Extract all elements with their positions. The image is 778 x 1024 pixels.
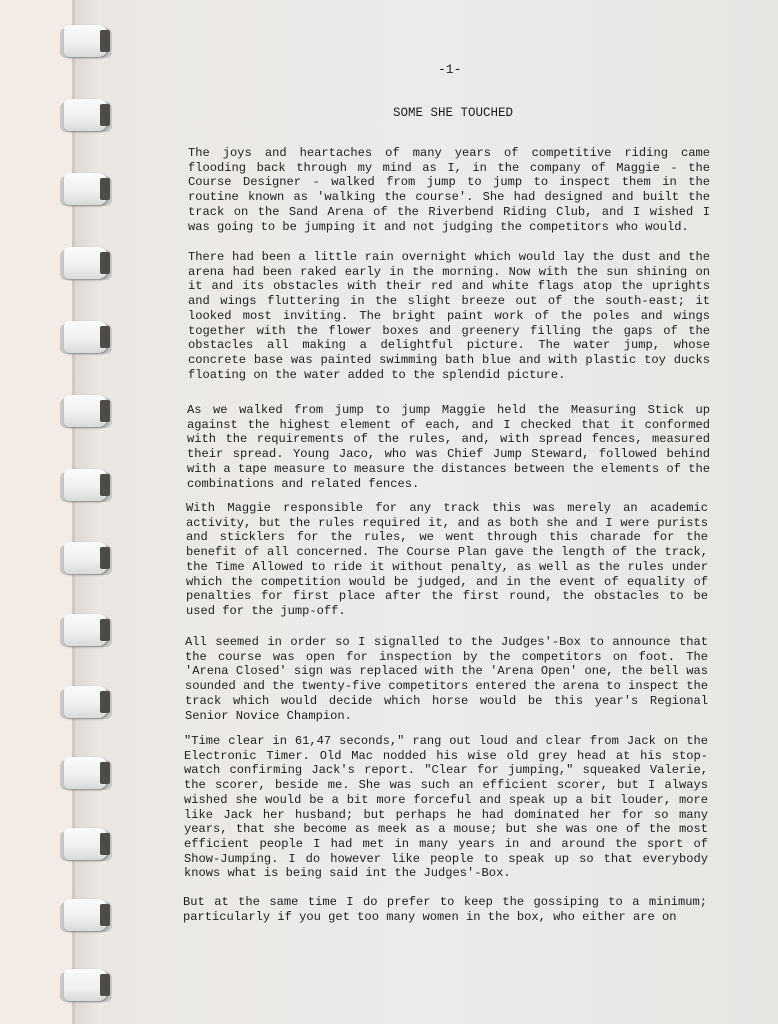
paragraph-5: All seemed in order so I signalled to the Judges'-Box to announce that the course was open for inspection by the competitors on foot. The 'Arena Closed' sign was replaced with the 'Arena Open' one, the bell was sounded and the twenty-five competitors entered the arena to inspect the track which would decide which horse would be this year's Regional Senior Novice Champion. <box>185 635 708 723</box>
binding-loop <box>60 24 114 60</box>
page-number: -1- <box>438 62 462 77</box>
binding-loop <box>60 468 114 504</box>
binding-loop <box>60 541 114 577</box>
binding-loop-slot <box>100 833 110 855</box>
binding-loop-slot <box>100 974 110 996</box>
paragraph-6: "Time clear in 61,47 seconds," rang out loud and clear from Jack on the Electronic Timer. Old Mac nodded his wise old grey head at his stop-watch confirming Jack's report. "Clear for jumping," squeaked Valerie, the scorer, beside me. She was such an efficient scorer, but I always wished she would be a bit more forceful and speak up a bit louder, more like Jack her husband; but perhaps he had dominated her for so many years, that she become as meek as a mouse; but she was one of the most efficient people I had met in many years in and around the sport of Show-Jumping. I do however like people to speak up so that everybody knows what is being said int the Judges'-Box. <box>184 734 708 881</box>
paragraph-3: As we walked from jump to jump Maggie held the Measuring Stick up against the highest element of each, and I checked that it conformed with the requirements of the rules, and, with spread fences, measured their spread. Young Jaco, who was Chief Jump Steward, followed behind with a tape measure to measure the distances between the elements of the combinations and related fences. <box>187 403 710 491</box>
chapter-title: SOME SHE TOUCHED <box>393 106 514 120</box>
binding-loop-slot <box>100 400 110 422</box>
binding-loop-slot <box>100 474 110 496</box>
binding-loop <box>60 898 114 934</box>
paragraph-1: The joys and heartaches of many years of competitive riding came flooding back through my mind as I, in the company of Maggie - the Course Designer - walked from jump to jump to inspect them in the routine known as 'walking the course'. She had designed and built the track on the Sand Arena of the Riverbend Riding Club, and I wished I was going to be jumping it and not judging the competitors who would. <box>188 146 710 234</box>
binding-loop-slot <box>100 619 110 641</box>
binding-loop-slot <box>100 30 110 52</box>
left-margin <box>0 0 78 1024</box>
binding-loop <box>60 172 114 208</box>
paragraph-4: With Maggie responsible for any track this was merely an academic activity, but the rules required it, and as both she and I were purists and sticklers for the rules, we went through this charade for the benefit of all concerned. The Course Plan gave the length of the track, the Time Allowed to ride it without penalty, as well as the rules under which the competition would be judged, and in the event of equality of penalties for first place after the first round, the obstacles to be used for the jump-off. <box>186 501 708 618</box>
binding-loop <box>60 613 114 649</box>
binding-loop-slot <box>100 904 110 926</box>
binding-loop-slot <box>100 762 110 784</box>
binding-loop <box>60 320 114 356</box>
binding-loop-slot <box>100 178 110 200</box>
binding-loop <box>60 98 114 134</box>
binding-loop <box>60 685 114 721</box>
binding-loop-slot <box>100 547 110 569</box>
binding-loop-slot <box>100 104 110 126</box>
binding-loop <box>60 968 114 1004</box>
binding-loop <box>60 246 114 282</box>
binding-loop-slot <box>100 252 110 274</box>
binding-loop-slot <box>100 691 110 713</box>
binding-loop <box>60 827 114 863</box>
binding-loop-slot <box>100 326 110 348</box>
paragraph-2: There had been a little rain overnight which would lay the dust and the arena had been raked early in the morning. Now with the sun shining on it and its obstacles with their red and white flags atop the uprights and wings fluttering in the slight breeze out of the south-east; it looked most inviting. The bright paint work of the poles and wings together with the flower boxes and greenery filling the gaps of the obstacles all making a delightful picture. The water jump, whose concrete base was painted swimming bath blue and with plastic toy ducks floating on the water added to the splendid picture. <box>188 250 710 382</box>
paragraph-7: But at the same time I do prefer to keep the gossiping to a minimum; particularly if you get too many women in the box, who either are on <box>183 895 707 924</box>
binding-loop <box>60 394 114 430</box>
binding-edge <box>72 0 75 1024</box>
binding-loop <box>60 756 114 792</box>
